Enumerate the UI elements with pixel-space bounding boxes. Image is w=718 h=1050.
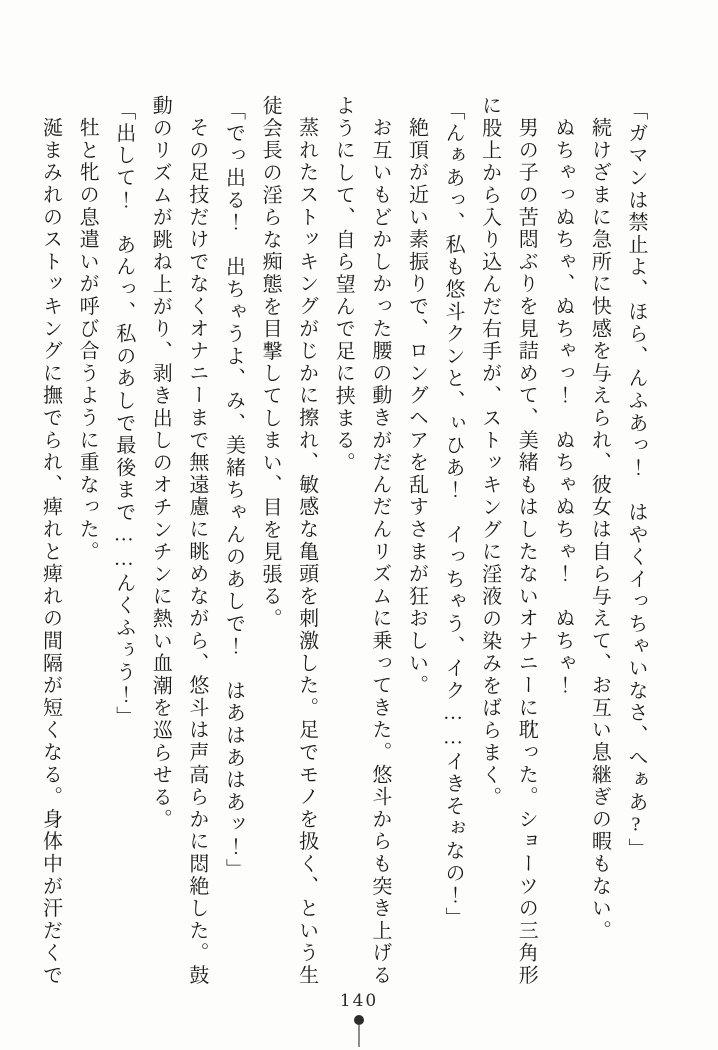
paragraph: お互いもどかしかった腰の動きがだんだんリズムに乗ってきた。悠斗からも突き上げるようにして、自ら望んで足に挟まる。: [332, 95, 391, 987]
page-footer: [0, 993, 718, 1047]
paragraph: 絶頂が近い素振りで、ロングヘアを乱すさまが狂おしい。: [405, 117, 428, 697]
pin-ornament: [354, 1015, 364, 1047]
paragraph: 蒸れたストッキングがじかに擦れ、敏感な亀頭を刺激した。足でモノを扱く、という生徒会長の淫らな痴態を目撃してしまい、目を見張る。: [259, 95, 318, 987]
pin-stem-line: [358, 1025, 360, 1047]
page-number: 140: [339, 991, 379, 1011]
pin-dot-icon: [354, 1015, 364, 1025]
paragraph: 涎まみれのストッキングに撫でられ、痺れと痺れの間隔が短くなる。身体中が汗だくで: [39, 117, 62, 987]
paragraph: 男の子の苦悶ぶりを見詰めて、美緒もはしたないオナニーに耽った。ショーツの三角形に股上から入り込んだ右手が、ストッキングに淫液の染みをばらまく。: [478, 95, 538, 987]
paragraph: ぬちゃっぬちゃ、ぬちゃっ！ ぬちゃぬちゃ！ ぬちゃ！: [551, 117, 574, 697]
paragraph: 「でっ出る！ 出ちゃうよ、み、美緒ちゃんのあしで！ はあはあはあッ！」: [222, 100, 245, 881]
paragraph: 「んぁあっ、私も悠斗クンと、ぃひあ！ イっちゃう、イク……イきそぉなの！」: [442, 100, 465, 930]
paragraph: 牡と牝の息遣いが呼び合うように重なった。: [76, 117, 99, 563]
paragraph: 「出して！ あんっ、私のあしで最後まで……んくふぅう！」: [112, 100, 135, 729]
paragraph: その足技だけでなくオナニーまで無遠慮に眺めながら、悠斗は声高らかに悶絶した。鼓動のリズムが跳ね上がり、剥き出しのオチンチンに熱い血潮を巡らせる。: [149, 95, 208, 987]
paragraph: 「ガマンは禁止よ、ほら、んふあっ！ はやくイっちゃいなさ、へぁあ?」: [625, 100, 647, 861]
paragraph: 続けざまに急所に快感を与えられ、彼女は自ら与えて、お互い息継ぎの暇もない。: [588, 117, 611, 943]
page-text-block: [30, 95, 654, 987]
